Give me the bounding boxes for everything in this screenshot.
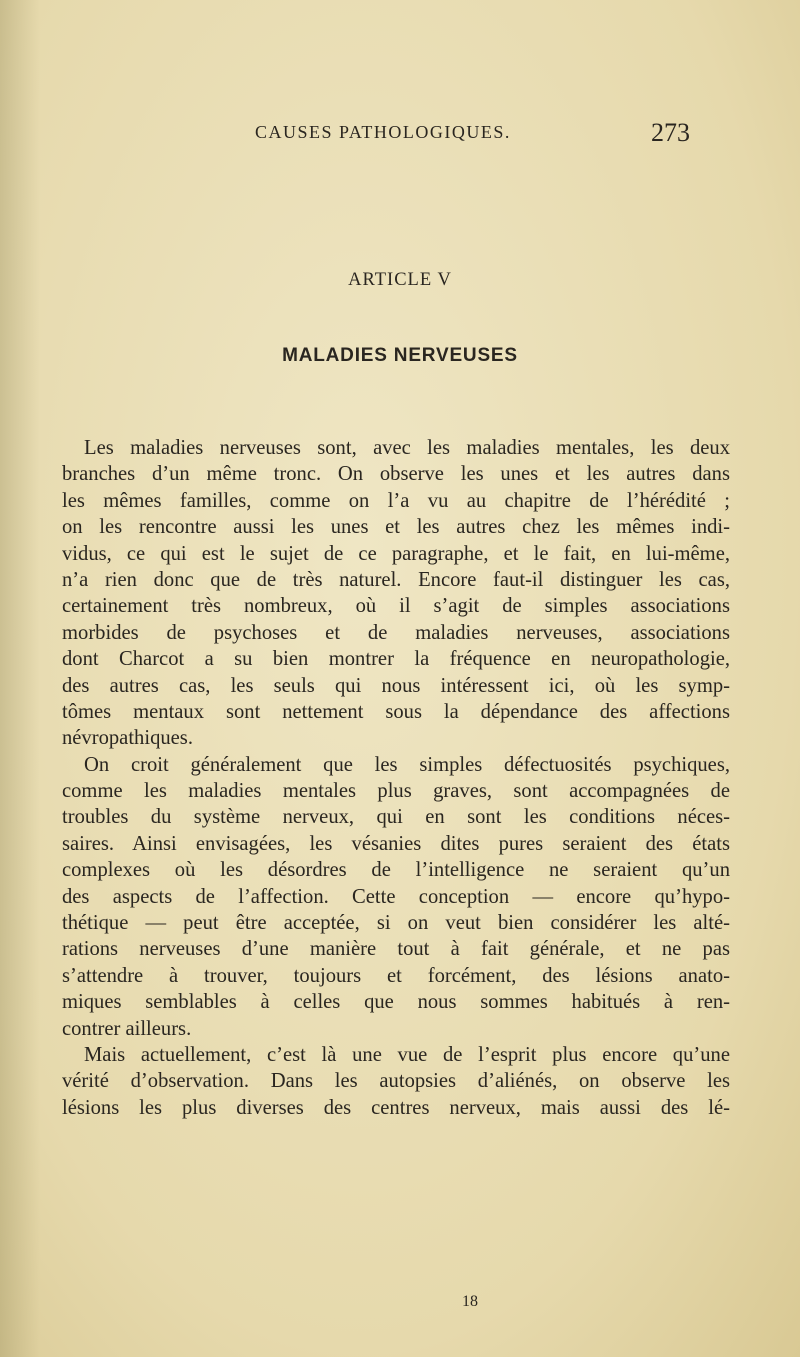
text-line: lésions les plus diverses des centres nerveux, mais aussi des lé- bbox=[62, 1096, 730, 1119]
text-line: tômes mentaux sont nettement sous la dépendance des affections bbox=[62, 700, 730, 723]
text-line: vidus, ce qui est le sujet de ce paragraphe, et le fait, en lui-même, bbox=[62, 542, 730, 565]
text-line: s’attendre à trouver, toujours et forcément, des lésions anato- bbox=[62, 964, 730, 987]
text-line: miques semblables à celles que nous sommes habitués à ren- bbox=[62, 991, 730, 1014]
text-line: saires. Ainsi envisagées, les vésanies dites pures seraient des états bbox=[62, 832, 730, 855]
text-line: contrer ailleurs. bbox=[62, 1017, 192, 1040]
text-line: certainement très nombreux, où il s’agit de simples associations bbox=[62, 595, 730, 618]
signature-mark: 18 bbox=[462, 1293, 478, 1310]
text-line: thétique — peut être acceptée, si on veut bien considérer les alté- bbox=[62, 912, 730, 935]
text-line: complexes où les désordres de l’intelligence ne seraient qu’un bbox=[62, 859, 730, 882]
text-line: dont Charcot a su bien montrer la fréquence en neuropathologie, bbox=[62, 648, 730, 671]
text-line: branches d’un même tronc. On observe les unes et les autres dans bbox=[62, 463, 730, 486]
text-line: des autres cas, les seuls qui nous intéressent ici, où les symp- bbox=[62, 674, 730, 697]
body-text bbox=[62, 435, 730, 1121]
text-line: on les rencontre aussi les unes et les autres chez les mêmes indi- bbox=[62, 516, 730, 539]
text-line: vérité d’observation. Dans les autopsies d’aliénés, on observe les bbox=[62, 1070, 730, 1093]
text-line: On croit généralement que les simples défectuosités psychiques, bbox=[84, 753, 730, 776]
running-header: CAUSES PATHOLOGIQUES. bbox=[255, 122, 511, 142]
text-line: comme les maladies mentales plus graves, sont accompagnées de bbox=[62, 780, 730, 803]
page-number: 273 bbox=[651, 118, 690, 147]
text-line: morbides de psychoses et de maladies nerveuses, associations bbox=[62, 621, 730, 644]
text-line: névropathiques. bbox=[62, 727, 193, 750]
text-line: Mais actuellement, c’est là une vue de l’esprit plus encore qu’une bbox=[84, 1043, 730, 1066]
section-heading: MALADIES NERVEUSES bbox=[282, 345, 518, 366]
article-heading: ARTICLE V bbox=[348, 270, 452, 290]
text-line: les mêmes familles, comme on l’a vu au chapitre de l’hérédité ; bbox=[62, 489, 730, 512]
text-line: troubles du système nerveux, qui en sont les conditions néces- bbox=[62, 806, 730, 829]
text-line: n’a rien donc que de très naturel. Encore faut-il distinguer les cas, bbox=[62, 568, 730, 591]
page-edge-shadow bbox=[0, 0, 40, 1357]
text-line: des aspects de l’affection. Cette conception — encore qu’hypo- bbox=[62, 885, 730, 908]
text-line: rations nerveuses d’une manière tout à fait générale, et ne pas bbox=[62, 938, 730, 961]
text-line: Les maladies nerveuses sont, avec les maladies mentales, les deux bbox=[84, 437, 730, 459]
